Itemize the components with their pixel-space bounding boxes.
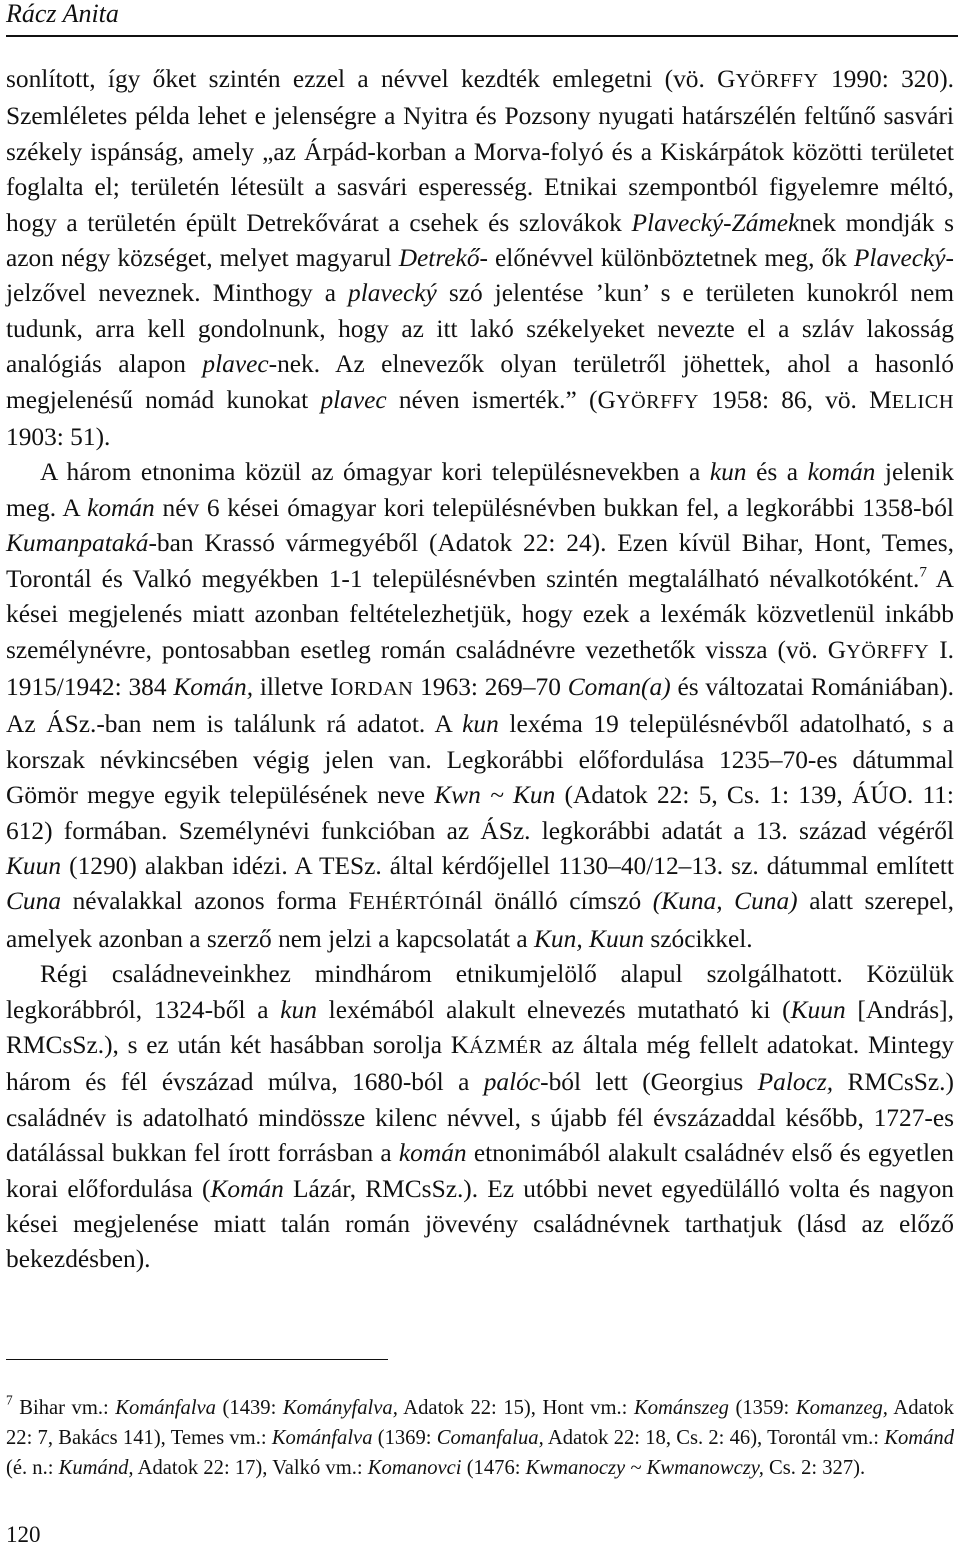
italic-run: Comanfalua, (436, 1427, 544, 1449)
italic-run: Plavecký-Zámek (631, 208, 800, 237)
text-run: Régi családneveinkhez mindhárom etnikumjelölő alapul szolgálhatott. Közülük legkorábbról, 1324-ből a (6, 960, 954, 1024)
italic-run: Komanovci (367, 1457, 462, 1479)
italic-run: palóc (483, 1068, 541, 1097)
italic-run: Komanzeg, (795, 1397, 888, 1419)
paragraph-1 (6, 62, 954, 455)
text-run: névalakkal azonos forma (61, 887, 349, 916)
italic-run: Kuun (790, 995, 846, 1024)
header-rule (6, 35, 958, 37)
text-run: -ból lett (Georgius (540, 1068, 758, 1097)
text-run: A három etnonima közül az ómagyar kori településnevekben a (40, 458, 710, 487)
italic-run: plavec (320, 385, 387, 414)
footnote-marker: 7 (6, 1392, 13, 1408)
text-run: alatt szerepel, amelyek azonban a szerző nem jelzi a kapcsolatát a (6, 887, 954, 953)
text-run: YÖRFFY (615, 390, 699, 413)
text-run: jelenik meg. A (6, 458, 955, 522)
page-number: 120 (6, 1522, 41, 1547)
italic-run: Kun, Kuun (534, 924, 645, 953)
text-run: 1903: 51). (6, 423, 111, 452)
text-run: YÖRFFY (735, 70, 819, 92)
text-run: G (827, 635, 847, 664)
text-run: sonlított, így őket szintén ezzel a névvel kezdték emlegetni (vö. (6, 65, 718, 93)
italic-run: Detrekő- (398, 244, 488, 273)
text-run: K (450, 1030, 470, 1059)
text-run: név 6 kései ómagyar kori településnévben bukkan fel, a legkorábbi 1358-ból (154, 493, 954, 522)
text-run: nál önálló címszó (451, 887, 653, 916)
text-run: Adatok 22: 7, Bakács 141), Temes vm.: (6, 1397, 954, 1449)
text-run: (1290) alakban idézi. A TESz. által kérdőjellel 1130–40/12–13. sz. dátummal említett (61, 851, 954, 880)
text-run: M (869, 385, 892, 414)
text-run: (é. n.: (6, 1457, 59, 1479)
text-run: illetve (253, 672, 331, 701)
text-run: jelzővel neveznek. Minthogy a (6, 279, 349, 308)
text-run: (1476: (461, 1457, 526, 1479)
italic-run: Kuun (6, 851, 62, 880)
text-run: ÁZMÉR (469, 1035, 543, 1058)
running-head: Rácz Anita (6, 0, 119, 28)
text-run: Bihar vm.: (12, 1397, 116, 1419)
text-run: etnonimából alakult családnév első és egyetlen korai előfordulása ( (6, 1139, 955, 1203)
text-run: 1990: 320). Szemléletes példa lehet e jelenségre a Nyitra és Pozsony nyugati határszélén feltűnő sasvári székely ispánság, amely „az Árpád-korban a Morva-folyó és a Kiskárpátok közötti területet foglalta el; területén létesült a sasvári esperesség. Etnikai szempontból figyelemre méltó, hogy a területén épült Detrekővárat a csehek és szlovákok (6, 65, 954, 237)
italic-run: Kumanpataká (6, 529, 149, 558)
text-run: G (597, 385, 616, 414)
italic-run: Kwn ~ Kun (434, 781, 556, 810)
italic-run: Kománd (884, 1427, 954, 1449)
italic-run: kun (462, 710, 499, 739)
italic-run: Komán (210, 1174, 284, 1203)
text-run: [András], RMCsSz.), s ez után két hasábban sorolja (6, 995, 954, 1059)
italic-run: komán (87, 493, 155, 522)
italic-run: kun (280, 995, 317, 1024)
text-run: és a (746, 458, 808, 487)
text-run: (1359: (728, 1397, 796, 1419)
text-run: Adatok 22: 15), Hont vm.: (397, 1397, 634, 1419)
italic-run: Komán, (173, 672, 254, 701)
italic-run: Plavecký- (853, 244, 954, 273)
text-run: F (348, 887, 363, 916)
italic-run: Kománfalva (271, 1427, 373, 1449)
footnote-7 (6, 1393, 954, 1483)
text-run: I (330, 672, 339, 701)
text-run: az általa még fellelt adatokat. Mintegy három és fél évszázad múlva, 1680-ból a (6, 1030, 954, 1097)
text-run: -ban Krassó vármegyéből (Adatok 22: 24). Ezen kívül Bihar, Hont, Temes, Torontál és Valkó megyékben 1-1 településnévben szintén megtalálható névalkotóként. (6, 529, 954, 593)
footnote-rule (6, 1359, 388, 1360)
paragraph-3 (6, 957, 954, 1278)
text-run: (1369: (372, 1427, 437, 1449)
text-run: 1958: 86, vö. (698, 385, 870, 414)
text-run: 1963: 269–70 (413, 672, 568, 701)
italic-run: plavecký (348, 279, 437, 308)
text-run: előnévvel különböztetnek meg, ők (487, 244, 854, 273)
text-run: Cs. 2: 327). (763, 1457, 866, 1479)
italic-run: (Kuna, Cuna) (652, 887, 798, 916)
text-run: Adatok 22: 17), Valkó vm.: (133, 1457, 368, 1479)
text-run: szó jelentése ’kun’ s e területen kunokról nem tudunk, arra kell gondolnunk, hogy az itt lakó székelyeket nevezte el a szláv lakosság analógiás alapon (6, 279, 954, 379)
text-run: néven ismerték.” ( (386, 385, 598, 414)
italic-run: Palocz, (757, 1068, 834, 1097)
footnote-marker: 7 (919, 563, 928, 581)
text-run: G (717, 65, 736, 93)
italic-run: Kumánd, (58, 1457, 134, 1479)
italic-run: Kwmanoczy ~ Kwmanowczy, (525, 1457, 764, 1479)
text-run: nek mondják s azon négy községet, melyet magyarul (6, 208, 954, 273)
text-run: EHÉRTÓI (362, 892, 452, 915)
text-run: lexémából alakult elnevezés mutatható ki ( (316, 995, 791, 1024)
body-text (6, 62, 954, 1278)
text-run: YÖRFFY (846, 640, 930, 663)
text-run: -nek. Az elnevezők olyan területről jöhettek, ahol a hasonló megjelenésű nomád kunokat (6, 350, 955, 414)
paragraph-2 (6, 455, 954, 957)
italic-run: komán (807, 458, 876, 487)
italic-run: kun (709, 458, 747, 487)
italic-run: Kománfalva (115, 1397, 216, 1419)
italic-run: Cuna (6, 887, 62, 916)
text-run: Lázár, RMCsSz.). Ez utóbbi nevet egyedülálló volta és nagyon kései megjelenése miatt talán román jövevény családnévnek tarthatjuk (lásd az előző bekezdésben). (6, 1174, 955, 1274)
text-run: (1439: (215, 1397, 283, 1419)
text-run: I. 1915/1942: 384 (6, 635, 954, 701)
text-run: és változatai Romániában). Az ÁSz.-ban nem is találunk rá adatot. A (6, 672, 955, 739)
text-run: lexéma 19 településnévből adatolható, s a korszak névkincsében végig jelen van. Legkorábbi előfordulása 1235–70-es dátummal Gömör megye egyik településének neve (6, 710, 954, 810)
text-run: (Adatok 22: 5, Cs. 1: 139, ÁÚO. 11: 612) formában. Személynévi funkcióban az ÁSz. legkorábbi adatát a 13. század végéről (6, 781, 954, 845)
text-run: A kései megjelenés miatt azonban feltételezhetjük, hogy ezek a lexémák közvetlenül inkább személynévre, pontosabban esetleg román családnévre vezethetők vissza (vö. (6, 564, 954, 664)
italic-run: komán (398, 1139, 467, 1168)
text-run: ELICH (891, 390, 955, 413)
text-run: szócikkel. (644, 924, 753, 953)
italic-run: plavec (202, 350, 269, 379)
text-run: RMCsSz.) családnév is adatolható mindössze kilenc névvel, s újabb fél évszázaddal később, 1727-es datálással bukkan fel írott forrásban a (6, 1068, 954, 1168)
footnote-text (6, 1393, 954, 1483)
italic-run: Kománszeg (633, 1397, 729, 1419)
text-run: Adatok 22: 18, Cs. 2: 46), Torontál vm.: (543, 1427, 885, 1449)
text-run: ORDAN (338, 677, 414, 700)
italic-run: Kományfalva, (282, 1397, 398, 1419)
italic-run: Coman(a) (567, 672, 671, 701)
